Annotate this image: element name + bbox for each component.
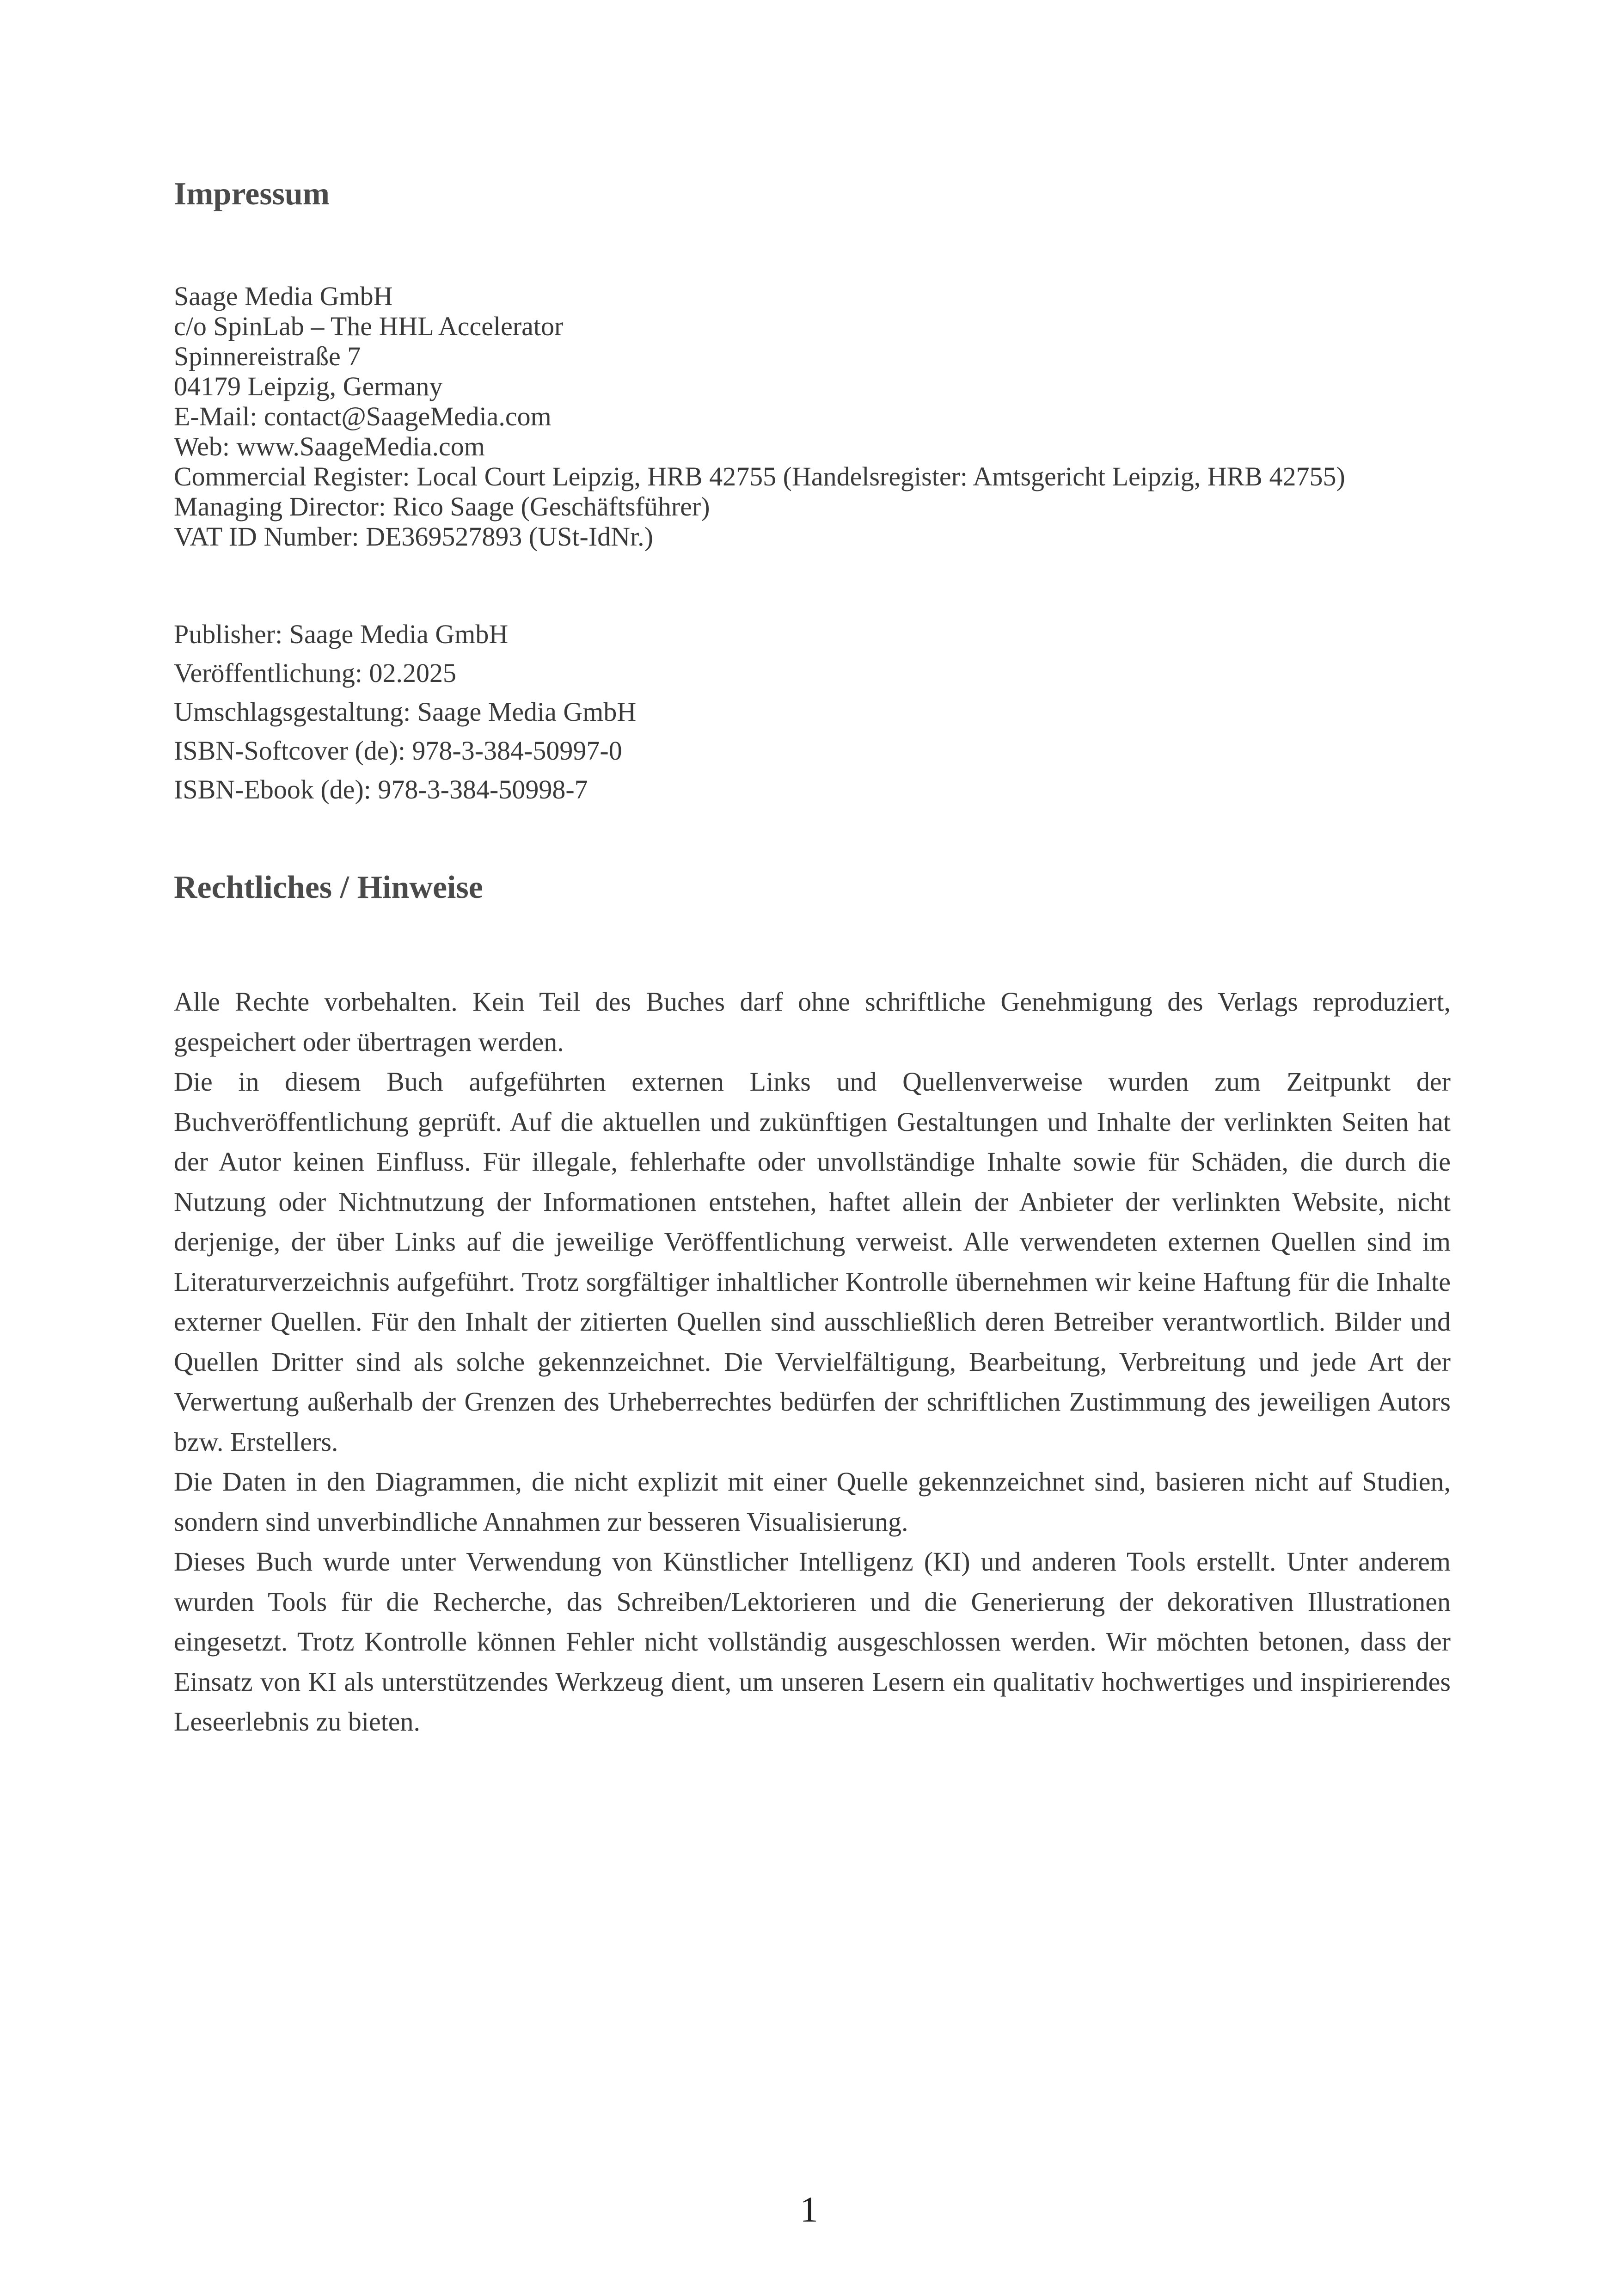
managing-director-line: Managing Director: Rico Saage (Geschäftsführer)	[174, 491, 710, 522]
isbn-softcover-line: ISBN-Softcover (de): 978-3-384-50997-0	[174, 736, 622, 766]
diagram-data-disclaimer-paragraph: Die Daten in den Diagrammen, die nicht explizit mit einer Quelle gekennzeichnet sind, basieren nicht auf Studien, sondern sind unverbindliche Annahmen zur besseren Visualisierung.	[174, 1467, 1451, 1537]
isbn-ebook-line: ISBN-Ebook (de): 978-3-384-50998-7	[174, 774, 588, 804]
page-number: 1	[800, 2189, 818, 2229]
publisher-line: Publisher: Saage Media GmbH	[174, 619, 509, 649]
rights-reserved-paragraph: Alle Rechte vorbehalten. Kein Teil des Buches darf ohne schriftliche Genehmigung des Verlags reproduziert, gespeichert oder übertragen werden.	[174, 987, 1451, 1057]
web-line: Web: www.SaageMedia.com	[174, 431, 485, 461]
publication-date-line: Veröffentlichung: 02.2025	[174, 658, 457, 688]
cover-design-line: Umschlagsgestaltung: Saage Media GmbH	[174, 697, 637, 727]
legal-notice-body	[174, 982, 1451, 1742]
address-line: Saage Media GmbH	[174, 281, 393, 311]
publisher-address-block	[174, 281, 1468, 552]
external-links-disclaimer-paragraph: Die in diesem Buch aufgeführten externen Links und Quellenverweise wurden zum Zeitpunkt der Buchveröffentlichung geprüft. Auf die aktuellen und zukünftigen Gestaltungen und Inhalte der verlinkten Seiten hat der Autor keinen Einfluss. Für illegale, fehlerhafte oder unvollständige Inhalte sowie für Schäden, die durch die Nutzung oder Nichtnutzung der Informationen entstehen, haftet allein der Anbieter der verlinkten Website, nicht derjenige, der über Links auf die jeweilige Veröffentlichung verweist. Alle verwendeten externen Quellen sind im Literaturverzeichnis aufgeführt. Trotz sorgfältiger inhaltlicher Kontrolle übernehmen wir keine Haftung für die Inhalte externer Quellen. Für den Inhalt der zitierten Quellen sind ausschließlich deren Betreiber verantwortlich. Bilder und Quellen Dritter sind als solche gekennzeichnet. Die Vervielfältigung, Bearbeitung, Verbreitung und jede Art der Verwertung außerhalb der Grenzen des Urheberrechtes bedürfen der schriftlichen Zustimmung des jeweiligen Autors bzw. Erstellers.	[174, 1067, 1451, 1457]
address-line: 04179 Leipzig, Germany	[174, 371, 443, 401]
legal-notice-heading: Rechtliches / Hinweise	[174, 870, 483, 905]
address-line: Spinnereistraße 7	[174, 341, 361, 371]
publication-info-block	[174, 615, 1468, 809]
commercial-register-line: Commercial Register: Local Court Leipzig, HRB 42755 (Handelsregister: Amtsgericht Leipzig, HRB 42755)	[174, 461, 1345, 491]
impressum-heading: Impressum	[174, 176, 330, 212]
address-line: c/o SpinLab – The HHL Accelerator	[174, 311, 564, 341]
email-line: E-Mail: contact@SaageMedia.com	[174, 401, 552, 431]
ai-usage-disclaimer-paragraph: Dieses Buch wurde unter Verwendung von Künstlicher Intelligenz (KI) und anderen Tools erstellt. Unter anderem wurden Tools für die Recherche, das Schreiben/Lektorieren und die Generierung der dekorativen Illustrationen eingesetzt. Trotz Kontrolle können Fehler nicht vollständig ausgeschlossen werden. Wir möchten betonen, dass der Einsatz von KI als unterstützendes Werkzeug dient, um unseren Lesern ein qualitativ hochwertiges und inspirierendes Leseerlebnis zu bieten.	[174, 1547, 1451, 1737]
vat-id-line: VAT ID Number: DE369527893 (USt-IdNr.)	[174, 522, 653, 552]
